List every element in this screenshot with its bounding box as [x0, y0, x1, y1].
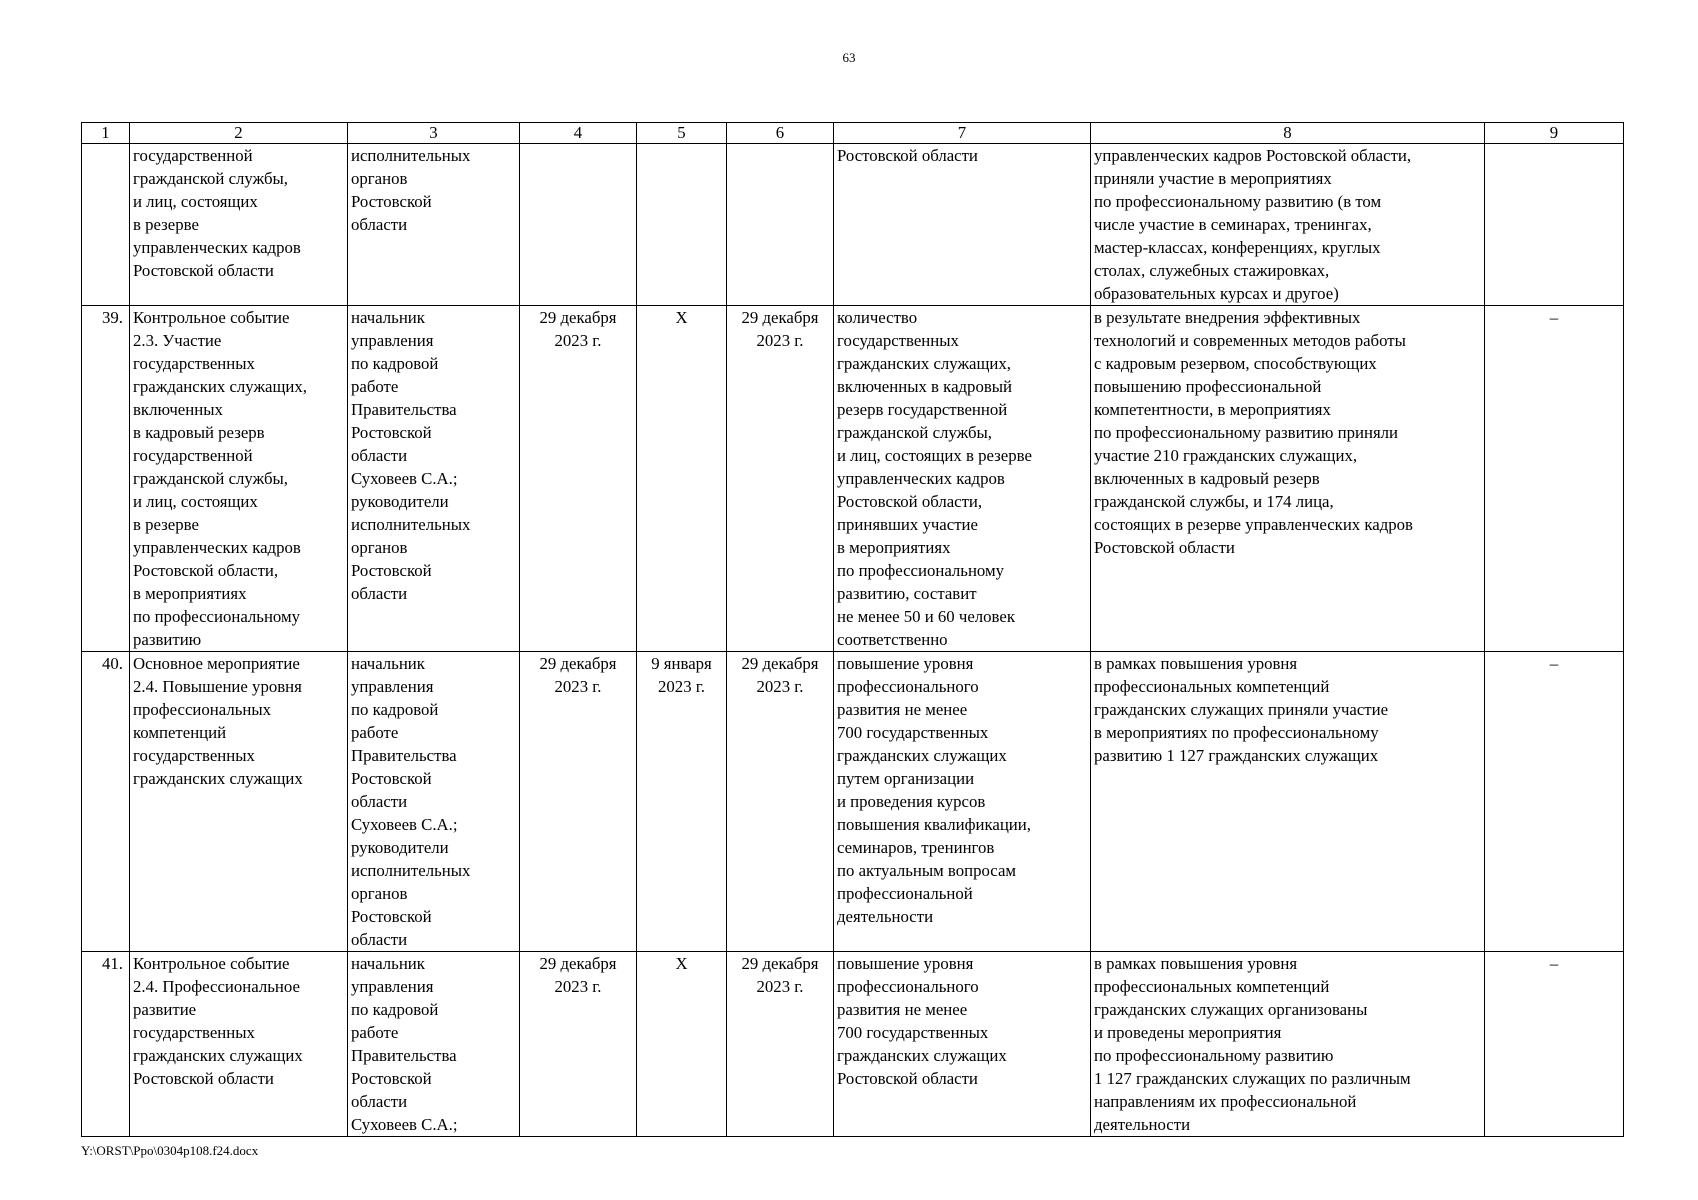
actual-result-cell: управленческих кадров Ростовской области, приняли участие в мероприятиях по профессиональному развитию (в том числе участие в семинарах, тренингах, мастер-классах, конференциях, круглых столах, служебных стажировках, образовательных курсах и другое): [1091, 144, 1485, 306]
notes-cell: [1485, 144, 1624, 306]
event-name-cell: Контрольное событие 2.4. Профессиональное развитие государственных гражданских служащих Ростовской области: [130, 952, 348, 1137]
header-cell: 4: [520, 123, 637, 144]
start-date-cell: 9 января 2023 г.: [637, 652, 727, 952]
header-row: [82, 123, 1624, 144]
event-name-cell: государственной гражданской службы, и лиц, состоящих в резерве управленческих кадров Ростовской области: [130, 144, 348, 306]
responsible-cell: начальник управления по кадровой работе Правительства Ростовской области Суховеев С.А.; руководители исполнительных органов Ростовской области: [348, 306, 520, 652]
responsible-cell: начальник управления по кадровой работе Правительства Ростовской области Суховеев С.А.;: [348, 952, 520, 1137]
expected-result-cell: повышение уровня профессионального развития не менее 700 государственных гражданских служащих Ростовской области: [834, 952, 1091, 1137]
actual-result-cell: в рамках повышения уровня профессиональных компетенций гражданских служащих организованы и проведены мероприятия по профессиональному развитию 1 127 гражданских служащих по различным направлениям их профессиональной деятельности: [1091, 952, 1485, 1137]
page-number: 63: [842, 50, 856, 65]
notes-cell: –: [1485, 652, 1624, 952]
header-cell: 3: [348, 123, 520, 144]
actual-result-cell: в рамках повышения уровня профессиональных компетенций гражданских служащих приняли участие в мероприятиях по профессиональному развитию 1 127 гражданских служащих: [1091, 652, 1485, 952]
row-number: [82, 144, 130, 306]
planned-date-cell: 29 декабря 2023 г.: [520, 652, 637, 952]
expected-result-cell: количество государственных гражданских служащих, включенных в кадровый резерв государственной гражданской службы, и лиц, состоящих в резерве управленческих кадров Ростовской области, принявших участие в мероприятиях по профессиональному развитию, составит не менее 50 и 60 человек соответственно: [834, 306, 1091, 652]
header-cell: 9: [1485, 123, 1624, 144]
responsible-cell: исполнительных органов Ростовской области: [348, 144, 520, 306]
header-cell: 8: [1091, 123, 1485, 144]
row-number: 39.: [82, 306, 130, 652]
end-date-cell: 29 декабря 2023 г.: [727, 306, 834, 652]
expected-result-cell: Ростовской области: [834, 144, 1091, 306]
notes-cell: –: [1485, 952, 1624, 1137]
event-name-cell: Контрольное событие 2.3. Участие государственных гражданских служащих, включенных в кадровый резерв государственной гражданской службы, и лиц, состоящих в резерве управленческих кадров Ростовской области, в мероприятиях по профессиональному развитию: [130, 306, 348, 652]
expected-result-cell: повышение уровня профессионального развития не менее 700 государственных гражданских служащих путем организации и проведения курсов повышения квалификации, семинаров, тренингов по актуальным вопросам профессиональной деятельности: [834, 652, 1091, 952]
planned-date-cell: 29 декабря 2023 г.: [520, 952, 637, 1137]
end-date-cell: [727, 144, 834, 306]
notes-cell: –: [1485, 306, 1624, 652]
planned-date-cell: [520, 144, 637, 306]
report-table: [81, 122, 1624, 1137]
header-cell: 7: [834, 123, 1091, 144]
table-row: [82, 144, 1624, 306]
table-row: [82, 952, 1624, 1137]
footer-file-path: Y:\ORST\Ppo\0304p108.f24.docx: [81, 1143, 259, 1158]
start-date-cell: Х: [637, 306, 727, 652]
end-date-cell: 29 декабря 2023 г.: [727, 952, 834, 1137]
header-cell: 1: [82, 123, 130, 144]
responsible-cell: начальник управления по кадровой работе Правительства Ростовской области Суховеев С.А.; руководители исполнительных органов Ростовской области: [348, 652, 520, 952]
header-cell: 5: [637, 123, 727, 144]
table-row: [82, 306, 1624, 652]
planned-date-cell: 29 декабря 2023 г.: [520, 306, 637, 652]
event-name-cell: Основное мероприятие 2.4. Повышение уровня профессиональных компетенций государственных гражданских служащих: [130, 652, 348, 952]
actual-result-cell: в результате внедрения эффективных технологий и современных методов работы с кадровым резервом, способствующих повышению профессиональной компетентности, в мероприятиях по профессиональному развитию приняли участие 210 гражданских служащих, включенных в кадровый резерв гражданской службы, и 174 лица, состоящих в резерве управленческих кадров Ростовской области: [1091, 306, 1485, 652]
start-date-cell: [637, 144, 727, 306]
row-number: 41.: [82, 952, 130, 1137]
header-cell: 6: [727, 123, 834, 144]
end-date-cell: 29 декабря 2023 г.: [727, 652, 834, 952]
start-date-cell: Х: [637, 952, 727, 1137]
header-cell: 2: [130, 123, 348, 144]
table-row: [82, 652, 1624, 952]
row-number: 40.: [82, 652, 130, 952]
